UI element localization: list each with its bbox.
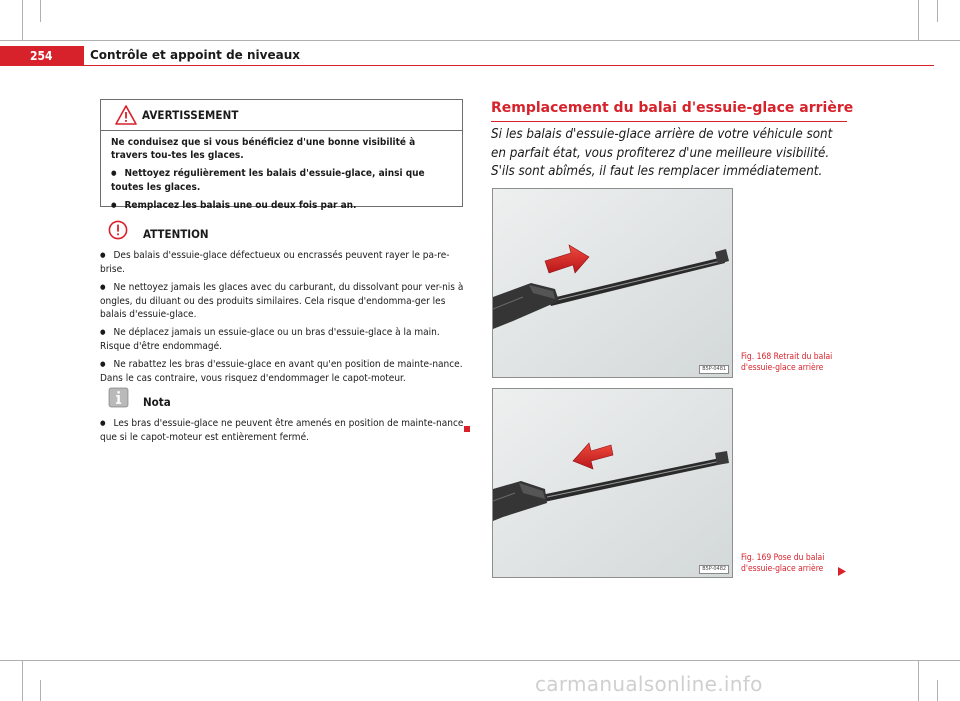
continue-arrow-icon bbox=[837, 567, 846, 576]
attention-section bbox=[100, 220, 466, 390]
section-intro: Si les balais d'essuie-glace arrière de votre véhicule sont en parfait état, vous profiterez d'une meilleure visibilité. S'ils sont abîmés, il faut les remplacer immédiatement. bbox=[491, 127, 833, 179]
nota-section bbox=[100, 388, 466, 449]
warning-body bbox=[101, 131, 462, 213]
chapter-title: Contrôle et appoint de niveaux bbox=[90, 48, 300, 62]
attention-item: ● Ne rabattez les bras d'essuie-glace en avant qu'en position de mainte-nance. Dans le cas contraire, vous risquez d'endommager le capot-moteur. bbox=[100, 358, 466, 385]
nota-title: Nota bbox=[143, 395, 171, 409]
exclamation-circle-icon bbox=[108, 220, 128, 240]
warning-bullet: ● Remplacez les balais une ou deux fois par an. bbox=[111, 199, 453, 213]
warning-bullet: ● Nettoyez régulièrement les balais d'essuie-glace, ainsi que toutes les glaces. bbox=[111, 167, 453, 194]
figure-number: Fig. 168 bbox=[741, 352, 772, 362]
page-number: 254 bbox=[30, 49, 53, 63]
page-number-box bbox=[0, 46, 84, 66]
section-title: Remplacement du balai d'essuie-glace arrière bbox=[491, 100, 854, 116]
crop-mark bbox=[918, 0, 919, 40]
wiper-removal-illustration bbox=[493, 189, 733, 378]
attention-title: ATTENTION bbox=[143, 227, 209, 241]
attention-item: ● Ne déplacez jamais un essuie-glace ou un bras d'essuie-glace à la main. Risque d'être endommagé. bbox=[100, 326, 466, 353]
warning-paragraph: Ne conduisez que si vous bénéficiez d'une bonne visibilité à travers tou-tes les glaces. bbox=[111, 137, 416, 161]
figure-169 bbox=[492, 388, 733, 578]
figure-caption bbox=[741, 553, 851, 575]
crop-mark bbox=[22, 0, 23, 40]
figure-code: B5P-0482 bbox=[699, 565, 729, 574]
crop-mark bbox=[22, 660, 23, 701]
crop-mark bbox=[40, 680, 41, 701]
wiper-installation-illustration bbox=[493, 389, 733, 578]
attention-header bbox=[100, 220, 466, 246]
info-icon bbox=[108, 387, 129, 408]
crop-mark bbox=[918, 660, 919, 701]
crop-mark bbox=[0, 660, 960, 661]
warning-box bbox=[100, 99, 463, 211]
section-end-mark bbox=[464, 426, 470, 432]
nota-header bbox=[100, 388, 466, 414]
warning-title: AVERTISSEMENT bbox=[142, 108, 239, 122]
figure-caption bbox=[741, 352, 851, 374]
attention-item: ● Ne nettoyez jamais les glaces avec du carburant, du dissolvant pour ver-nis à ongles, du diluant ou des produits similaires. Cela risque d'endomma-ger les balais d'essuie-glace. bbox=[100, 281, 466, 321]
watermark: carmanualsonline.info bbox=[535, 672, 763, 696]
nota-item: ● Les bras d'essuie-glace ne peuvent être amenés en position de mainte-nance que si le capot-moteur est entièrement fermé. bbox=[100, 417, 466, 444]
header-rule bbox=[84, 65, 934, 66]
figure-168 bbox=[492, 188, 733, 378]
section-rule bbox=[491, 121, 847, 122]
crop-mark bbox=[937, 0, 938, 22]
figure-caption-text: Pose du balai d'essuie-glace arrière bbox=[741, 553, 825, 574]
warning-triangle-icon bbox=[115, 105, 137, 125]
crop-mark bbox=[0, 40, 960, 41]
crop-mark bbox=[40, 0, 41, 22]
warning-header bbox=[101, 100, 462, 131]
figure-code: B5P-0481 bbox=[699, 365, 729, 374]
figure-caption-text: Retrait du balai d'essuie-glace arrière bbox=[741, 352, 833, 373]
crop-mark bbox=[937, 680, 938, 701]
figure-number: Fig. 169 bbox=[741, 553, 772, 563]
attention-item: ● Des balais d'essuie-glace défectueux ou encrassés peuvent rayer le pa-re-brise. bbox=[100, 249, 466, 276]
